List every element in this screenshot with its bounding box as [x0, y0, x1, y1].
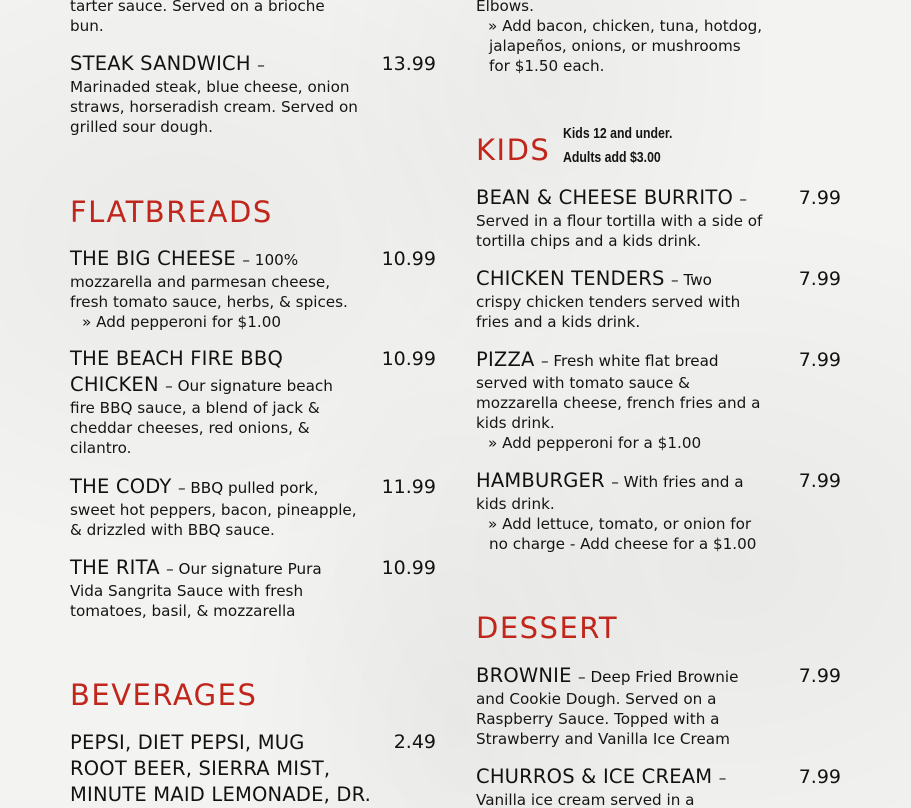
- item-price: 10.99: [381, 348, 436, 370]
- item-title: [476, 267, 841, 292]
- menu-item-pizza: [476, 348, 841, 453]
- menu-item-churros-ice-cream: [476, 765, 841, 808]
- item-name: THE CODY: [70, 475, 172, 498]
- description-line: bun.: [70, 17, 104, 35]
- menu-item-the-cody: [70, 475, 436, 540]
- item-inline-description: – Our signature beach: [165, 377, 333, 395]
- item-addon: for $1.50 each.: [489, 57, 605, 75]
- item-name-continued: ROOT BEER, SIERRA MIST,: [70, 757, 331, 780]
- item-description: [70, 272, 436, 332]
- item-price: 7.99: [798, 187, 841, 209]
- section-heading-dessert: DESSERT: [476, 611, 619, 645]
- item-description: [476, 790, 841, 808]
- description-line: tomatoes, basil, & mozzarella: [70, 602, 296, 620]
- item-addon: jalapeños, onions, or mushrooms: [489, 37, 741, 55]
- description-line: straws, horseradish cream. Served on: [70, 98, 358, 116]
- item-name: BROWNIE: [476, 664, 572, 687]
- item-name: CHURROS & ICE CREAM: [476, 765, 713, 788]
- item-name-continued: CHICKEN: [70, 373, 159, 396]
- item-inline-description: –: [739, 190, 748, 208]
- item-name: PIZZA: [476, 348, 535, 371]
- item-inline-description: – With fries and a: [611, 473, 744, 491]
- item-title: [476, 765, 841, 790]
- menu-item-big-cheese: [70, 247, 436, 332]
- item-name: STEAK SANDWICH: [70, 52, 251, 75]
- item-title: [70, 373, 436, 398]
- item-price: 2.49: [393, 731, 436, 753]
- item-inline-description: – Fresh white flat bread: [540, 352, 719, 370]
- item-addon: » Add pepperoni for $1.00: [82, 313, 282, 331]
- item-inline-description: – Deep Fried Brownie: [578, 668, 739, 686]
- description-line: fire BBQ sauce, a blend of jack &: [70, 399, 320, 417]
- item-price: 13.99: [381, 53, 436, 75]
- item-description: [476, 373, 841, 453]
- description-line: crispy chicken tenders served with: [476, 293, 741, 311]
- section-heading-kids: KIDS: [476, 133, 551, 167]
- item-description: [70, 77, 436, 137]
- description-line: mozzarella and parmesan cheese,: [70, 273, 331, 291]
- menu-item-steak-sandwich: [70, 52, 436, 137]
- item-name: PEPSI, DIET PEPSI, MUG: [70, 731, 305, 754]
- item-description: [70, 398, 436, 458]
- description-line: Strawberry and Vanilla Ice Cream: [476, 730, 730, 748]
- description-line: Served in a flour tortilla with a side of: [476, 212, 763, 230]
- menu-item-the-rita: [70, 556, 436, 621]
- item-addon: » Add bacon, chicken, tuna, hotdog,: [488, 17, 763, 35]
- item-price: 11.99: [381, 476, 436, 498]
- description-line: served with tomato sauce &: [476, 374, 690, 392]
- section-heading-flatbreads: FLATBREADS: [70, 195, 273, 229]
- item-inline-description: – Two: [671, 271, 712, 289]
- item-inline-description: –: [718, 769, 727, 787]
- item-addon: » Add pepperoni for a $1.00: [488, 434, 702, 452]
- item-price: 7.99: [798, 766, 841, 788]
- item-title: [476, 664, 841, 689]
- item-dash: –: [257, 56, 266, 74]
- description-line: fresh tomato sauce, herbs, & spices.: [70, 293, 348, 311]
- item-inline-description: – BBQ pulled pork,: [177, 479, 319, 497]
- item-title: [476, 469, 841, 494]
- description-line: Marinaded steak, blue cheese, onion: [70, 78, 350, 96]
- description-line: sweet hot peppers, bacon, pineapple,: [70, 501, 357, 519]
- item-name: THE RITA: [70, 556, 160, 579]
- item-description: [476, 292, 841, 332]
- item-description: [70, 500, 436, 540]
- item-price: 7.99: [798, 349, 841, 371]
- item-name: HAMBURGER: [476, 469, 605, 492]
- item-description: [476, 0, 762, 76]
- description-line: Raspberry Sauce. Topped with a: [476, 710, 720, 728]
- menu-item-hamburger: [476, 469, 841, 554]
- description-line: grilled sour dough.: [70, 118, 213, 136]
- description-line: Vida Sangrita Sauce with fresh: [70, 582, 304, 600]
- kids-note-line: Adults add $3.00: [563, 149, 661, 166]
- item-description: [476, 689, 841, 749]
- description-line: mozzarella cheese, french fries and a: [476, 394, 761, 412]
- description-line: Vanilla ice cream served in a: [476, 791, 695, 808]
- description-line: tortilla chips and a kids drink.: [476, 232, 702, 250]
- description-line: Elbows.: [476, 0, 534, 15]
- item-description: [476, 494, 841, 554]
- item-name: BEAN & CHEESE BURRITO: [476, 186, 734, 209]
- item-addon: » Add lettuce, tomato, or onion for: [488, 515, 752, 533]
- item-name-continued: MINUTE MAID LEMONADE, DR.: [70, 783, 372, 806]
- description-line: kids drink.: [476, 414, 555, 432]
- item-price: 10.99: [381, 557, 436, 579]
- item-name: THE BIG CHEESE: [70, 247, 236, 270]
- description-line: & drizzled with BBQ sauce.: [70, 521, 275, 539]
- description-line: cilantro.: [70, 439, 132, 457]
- menu-item-chicken-tenders: [476, 267, 841, 332]
- menu-item-soft-drinks: [70, 730, 436, 808]
- item-description: [476, 211, 841, 251]
- description-line: and Cookie Dough. Served on a: [476, 690, 717, 708]
- item-title: [476, 348, 841, 373]
- item-price: 10.99: [381, 248, 436, 270]
- kids-note: [563, 122, 672, 170]
- item-addon: no charge - Add cheese for a $1.00: [489, 535, 757, 553]
- description-line: fries and a kids drink.: [476, 313, 641, 331]
- description-line: tarter sauce. Served on a brioche: [70, 0, 325, 15]
- item-price: 7.99: [798, 665, 841, 687]
- item-inline-description: – 100%: [242, 251, 299, 269]
- menu-item-bean-cheese-burrito: [476, 186, 841, 251]
- item-name: THE BEACH FIRE BBQ: [70, 347, 284, 370]
- section-heading-beverages: BEVERAGES: [70, 678, 258, 712]
- item-inline-description: – Our signature Pura: [166, 560, 322, 578]
- item-title: [476, 186, 841, 211]
- item-price: 7.99: [798, 268, 841, 290]
- menu-item-brownie: [476, 664, 841, 749]
- item-name: CHICKEN TENDERS: [476, 267, 665, 290]
- item-description: [70, 581, 436, 621]
- kids-note-line: Kids 12 and under.: [563, 125, 673, 142]
- item-description: [70, 0, 325, 36]
- item-price: 7.99: [798, 470, 841, 492]
- description-line: cheddar cheeses, red onions, &: [70, 419, 310, 437]
- menu-item-beach-fire-bbq-chicken: [70, 347, 436, 458]
- description-line: kids drink.: [476, 495, 555, 513]
